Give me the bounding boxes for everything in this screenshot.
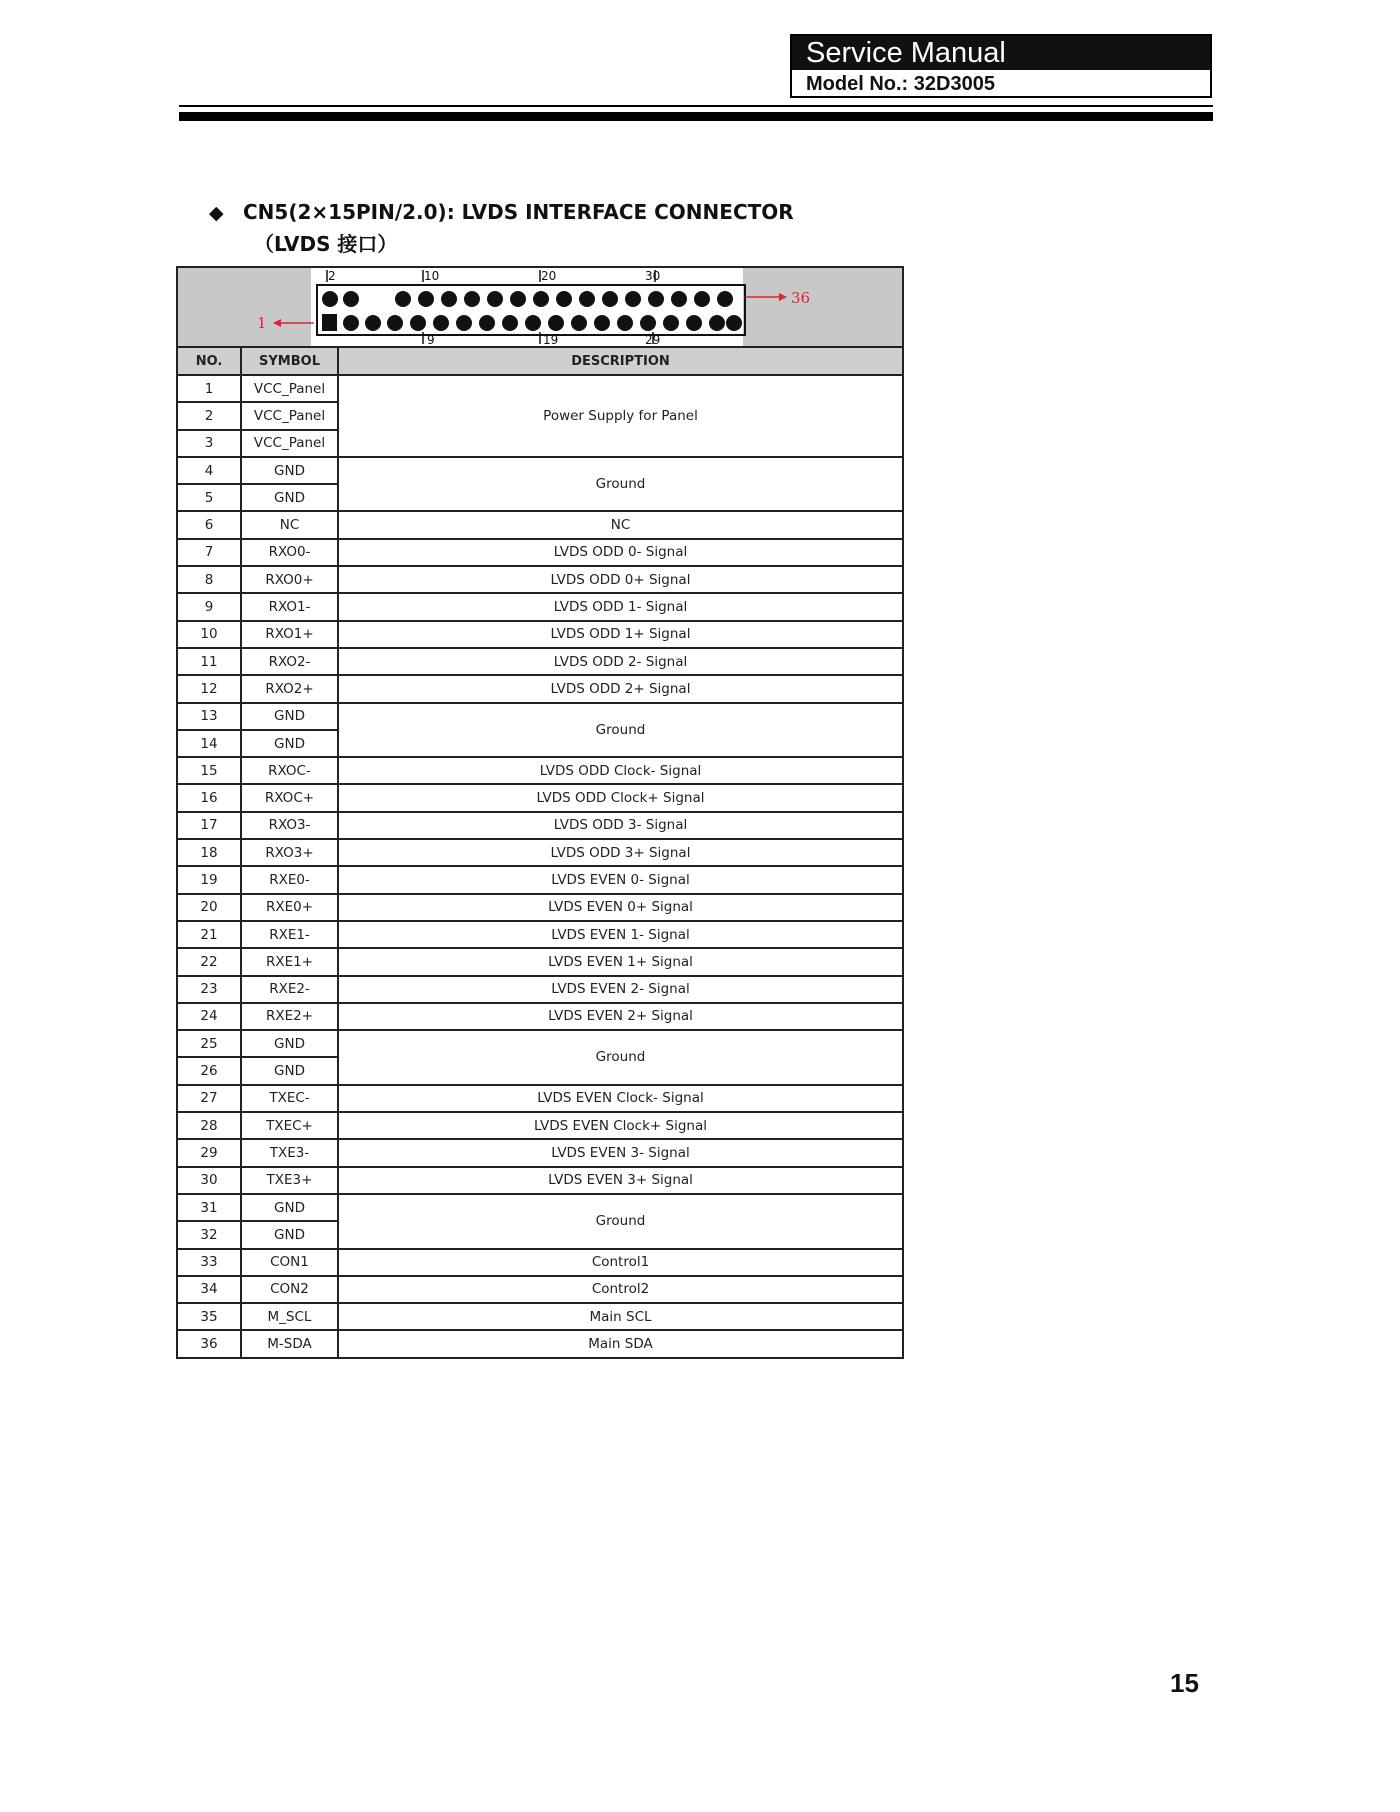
header-rule-thin	[179, 105, 1213, 107]
pin-symbol-cell: M-SDA	[241, 1330, 338, 1357]
connector-pin	[726, 315, 742, 331]
connector-pinout-drawing	[178, 268, 900, 346]
pin-symbol-cell: GND	[241, 1030, 338, 1057]
table-row	[177, 1139, 903, 1166]
connector-pin	[663, 315, 679, 331]
connector-pin	[365, 315, 381, 331]
connector-pin	[717, 291, 733, 307]
pin-number-cell: 12	[177, 675, 241, 702]
pin-number-cell: 4	[177, 457, 241, 484]
pin-symbol-cell: GND	[241, 1194, 338, 1221]
connector-pin	[410, 315, 426, 331]
pin-symbol-cell: TXEC-	[241, 1085, 338, 1112]
top-pin-label: 20	[541, 269, 557, 283]
pin-description-cell: Main SCL	[338, 1303, 903, 1330]
pin-symbol-cell: TXE3-	[241, 1139, 338, 1166]
pin-symbol-cell: GND	[241, 457, 338, 484]
connector-pin	[625, 291, 641, 307]
connector-pin	[571, 315, 587, 331]
pin-description-cell: LVDS EVEN 2+ Signal	[338, 1003, 903, 1030]
pin-number-cell: 20	[177, 894, 241, 921]
bottom-pin-label: 19	[543, 333, 559, 346]
pin-symbol-cell: M_SCL	[241, 1303, 338, 1330]
pin-symbol-cell: RXE2+	[241, 1003, 338, 1030]
top-pin-label: 2	[328, 269, 336, 283]
pin-1-marker-label: 1	[257, 314, 267, 332]
table-row	[177, 894, 903, 921]
pin-symbol-cell: RXO0-	[241, 539, 338, 566]
table-row	[177, 1003, 903, 1030]
pin-symbol-cell: TXE3+	[241, 1167, 338, 1194]
pin-description-cell: LVDS EVEN Clock- Signal	[338, 1085, 903, 1112]
pin-description-cell: LVDS ODD 3+ Signal	[338, 839, 903, 866]
top-pin-label: 30	[645, 269, 661, 283]
pin-description-cell: Ground	[338, 1194, 903, 1249]
connector-pin	[694, 291, 710, 307]
pin-number-cell: 9	[177, 593, 241, 620]
connector-pin	[343, 291, 359, 307]
table-row	[177, 648, 903, 675]
pin-description-cell: LVDS ODD 2- Signal	[338, 648, 903, 675]
pin-symbol-cell: RXE2-	[241, 976, 338, 1003]
pin-symbol-cell: GND	[241, 484, 338, 511]
connector-pin	[709, 315, 725, 331]
pin-symbol-cell: RXO2-	[241, 648, 338, 675]
heading-text: CN5(2×15PIN/2.0): LVDS INTERFACE CONNECTOR	[243, 200, 794, 224]
pin-description-cell: LVDS ODD 0+ Signal	[338, 566, 903, 593]
bottom-pin-label: 29	[645, 333, 661, 346]
connector-pin	[343, 315, 359, 331]
pin-description-cell: LVDS ODD 0- Signal	[338, 539, 903, 566]
table-row	[177, 539, 903, 566]
pin-description-cell: Control1	[338, 1249, 903, 1276]
pin-number-cell: 10	[177, 621, 241, 648]
connector-pin	[556, 291, 572, 307]
pin-symbol-cell: RXE1-	[241, 921, 338, 948]
pin-symbol-cell: RXO3-	[241, 812, 338, 839]
pin-number-cell: 13	[177, 703, 241, 730]
connector-pin	[510, 291, 526, 307]
connector-pin	[441, 291, 457, 307]
pin-symbol-cell: RXE0+	[241, 894, 338, 921]
col-header-no: NO.	[177, 347, 241, 375]
table-row	[177, 566, 903, 593]
table-row	[177, 375, 903, 402]
table-row	[177, 703, 903, 730]
pin-description-cell: LVDS ODD 1- Signal	[338, 593, 903, 620]
pin-description-cell: Power Supply for Panel	[338, 375, 903, 457]
table-row	[177, 1330, 903, 1357]
manual-header	[790, 34, 1212, 98]
pin-description-cell: Ground	[338, 1030, 903, 1085]
pin-36-marker-label: 36	[791, 289, 811, 307]
pin-symbol-cell: CON1	[241, 1249, 338, 1276]
header-rule-thick	[179, 112, 1213, 121]
pin-symbol-cell: VCC_Panel	[241, 375, 338, 402]
table-row	[177, 675, 903, 702]
pin-symbol-cell: RXO3+	[241, 839, 338, 866]
connector-pin	[640, 315, 656, 331]
pin-number-cell: 35	[177, 1303, 241, 1330]
pin-number-cell: 33	[177, 1249, 241, 1276]
connector-pin	[548, 315, 564, 331]
heading-subtext: （LVDS 接口）	[254, 232, 398, 256]
connector-pin	[418, 291, 434, 307]
col-header-symbol: SYMBOL	[241, 347, 338, 375]
pin-symbol-cell: RXOC-	[241, 757, 338, 784]
pin-symbol-cell: GND	[241, 730, 338, 757]
table-row	[177, 1167, 903, 1194]
pin-number-cell: 2	[177, 402, 241, 429]
table-row	[177, 1303, 903, 1330]
table-row	[177, 511, 903, 538]
table-row	[177, 1249, 903, 1276]
pin-symbol-cell: TXEC+	[241, 1112, 338, 1139]
pin-number-cell: 11	[177, 648, 241, 675]
pin-symbol-cell: RXO2+	[241, 675, 338, 702]
pin-number-cell: 7	[177, 539, 241, 566]
pin-number-cell: 28	[177, 1112, 241, 1139]
pin-description-cell: LVDS ODD 2+ Signal	[338, 675, 903, 702]
pin-number-cell: 15	[177, 757, 241, 784]
pin-symbol-cell: GND	[241, 1221, 338, 1248]
pin-description-cell: Ground	[338, 703, 903, 758]
pin-description-cell: LVDS EVEN 1+ Signal	[338, 948, 903, 975]
pin-symbol-cell: RXO0+	[241, 566, 338, 593]
connector-pin	[456, 315, 472, 331]
bottom-pin-label: 9	[427, 333, 435, 346]
pin-number-cell: 36	[177, 1330, 241, 1357]
connector-pin-1-square	[322, 314, 337, 331]
connector-pin	[487, 291, 503, 307]
pin-table-body	[177, 375, 903, 1358]
pin-number-cell: 8	[177, 566, 241, 593]
pin-symbol-cell: RXE1+	[241, 948, 338, 975]
pin-symbol-cell: RXE0-	[241, 866, 338, 893]
pin-number-cell: 16	[177, 784, 241, 811]
diamond-bullet-icon: ◆	[209, 202, 224, 224]
pin-number-cell: 22	[177, 948, 241, 975]
connector-pin	[671, 291, 687, 307]
pin-description-cell: LVDS ODD 1+ Signal	[338, 621, 903, 648]
pin-description-cell: LVDS EVEN 1- Signal	[338, 921, 903, 948]
table-row	[177, 1085, 903, 1112]
connector-pin	[533, 291, 549, 307]
table-row	[177, 593, 903, 620]
pin-description-cell: LVDS EVEN Clock+ Signal	[338, 1112, 903, 1139]
connector-pin	[433, 315, 449, 331]
pin-symbol-cell: VCC_Panel	[241, 430, 338, 457]
connector-pin	[579, 291, 595, 307]
header-title: Service Manual	[792, 36, 1210, 70]
connector-pin	[502, 315, 518, 331]
lvds-pin-table	[176, 266, 904, 1359]
pin-symbol-cell: GND	[241, 703, 338, 730]
pin-symbol-cell: VCC_Panel	[241, 402, 338, 429]
pin-symbol-cell: GND	[241, 1057, 338, 1084]
pin-symbol-cell: RXO1+	[241, 621, 338, 648]
pin-number-cell: 34	[177, 1276, 241, 1303]
pin-description-cell: LVDS EVEN 3+ Signal	[338, 1167, 903, 1194]
pin-number-cell: 31	[177, 1194, 241, 1221]
connector-pin	[464, 291, 480, 307]
pin-description-cell: LVDS ODD Clock- Signal	[338, 757, 903, 784]
pin-description-cell: NC	[338, 511, 903, 538]
model-number: Model No.: 32D3005	[806, 73, 995, 95]
connector-pin	[322, 291, 338, 307]
pin-number-cell: 30	[177, 1167, 241, 1194]
table-row	[177, 1030, 903, 1057]
connector-pin	[525, 315, 541, 331]
pin-symbol-cell: NC	[241, 511, 338, 538]
pin-description-cell: LVDS EVEN 0- Signal	[338, 866, 903, 893]
pin-symbol-cell: RXOC+	[241, 784, 338, 811]
pin-1-arrowhead-icon	[273, 319, 281, 327]
pin-description-cell: Control2	[338, 1276, 903, 1303]
table-row	[177, 784, 903, 811]
connector-pin	[594, 315, 610, 331]
table-row	[177, 921, 903, 948]
table-row	[177, 839, 903, 866]
pin-number-cell: 18	[177, 839, 241, 866]
table-row	[177, 757, 903, 784]
connector-pin	[617, 315, 633, 331]
pin-description-cell: LVDS EVEN 0+ Signal	[338, 894, 903, 921]
connector-diagram	[177, 267, 903, 347]
section-heading	[209, 200, 794, 256]
pin-number-cell: 25	[177, 1030, 241, 1057]
pin-number-cell: 26	[177, 1057, 241, 1084]
pin-description-cell: LVDS ODD Clock+ Signal	[338, 784, 903, 811]
pin-number-cell: 24	[177, 1003, 241, 1030]
pin-number-cell: 14	[177, 730, 241, 757]
col-header-description: DESCRIPTION	[338, 347, 903, 375]
connector-pin	[479, 315, 495, 331]
pin-number-cell: 21	[177, 921, 241, 948]
table-row	[177, 976, 903, 1003]
pin-number-cell: 27	[177, 1085, 241, 1112]
pin-number-cell: 5	[177, 484, 241, 511]
table-row	[177, 866, 903, 893]
pin-number-cell: 6	[177, 511, 241, 538]
pin-description-cell: LVDS ODD 3- Signal	[338, 812, 903, 839]
connector-pin	[686, 315, 702, 331]
pin-number-cell: 3	[177, 430, 241, 457]
pin-symbol-cell: RXO1-	[241, 593, 338, 620]
connector-pin	[648, 291, 664, 307]
pin-number-cell: 1	[177, 375, 241, 402]
pin-description-cell: LVDS EVEN 2- Signal	[338, 976, 903, 1003]
pin-number-cell: 17	[177, 812, 241, 839]
top-pin-label: 10	[424, 269, 440, 283]
page-number: 15	[1170, 1668, 1199, 1698]
table-row	[177, 812, 903, 839]
table-row	[177, 1112, 903, 1139]
pin-number-cell: 32	[177, 1221, 241, 1248]
pin-36-arrowhead-icon	[779, 293, 787, 301]
connector-pin	[387, 315, 403, 331]
table-row	[177, 1194, 903, 1221]
connector-pin	[602, 291, 618, 307]
pin-number-cell: 23	[177, 976, 241, 1003]
table-row	[177, 1276, 903, 1303]
pin-description-cell: Ground	[338, 457, 903, 512]
table-row	[177, 948, 903, 975]
table-row	[177, 457, 903, 484]
table-row	[177, 621, 903, 648]
pin-symbol-cell: CON2	[241, 1276, 338, 1303]
pin-description-cell: Main SDA	[338, 1330, 903, 1357]
pin-number-cell: 29	[177, 1139, 241, 1166]
pin-number-cell: 19	[177, 866, 241, 893]
pin-description-cell: LVDS EVEN 3- Signal	[338, 1139, 903, 1166]
connector-pin	[395, 291, 411, 307]
